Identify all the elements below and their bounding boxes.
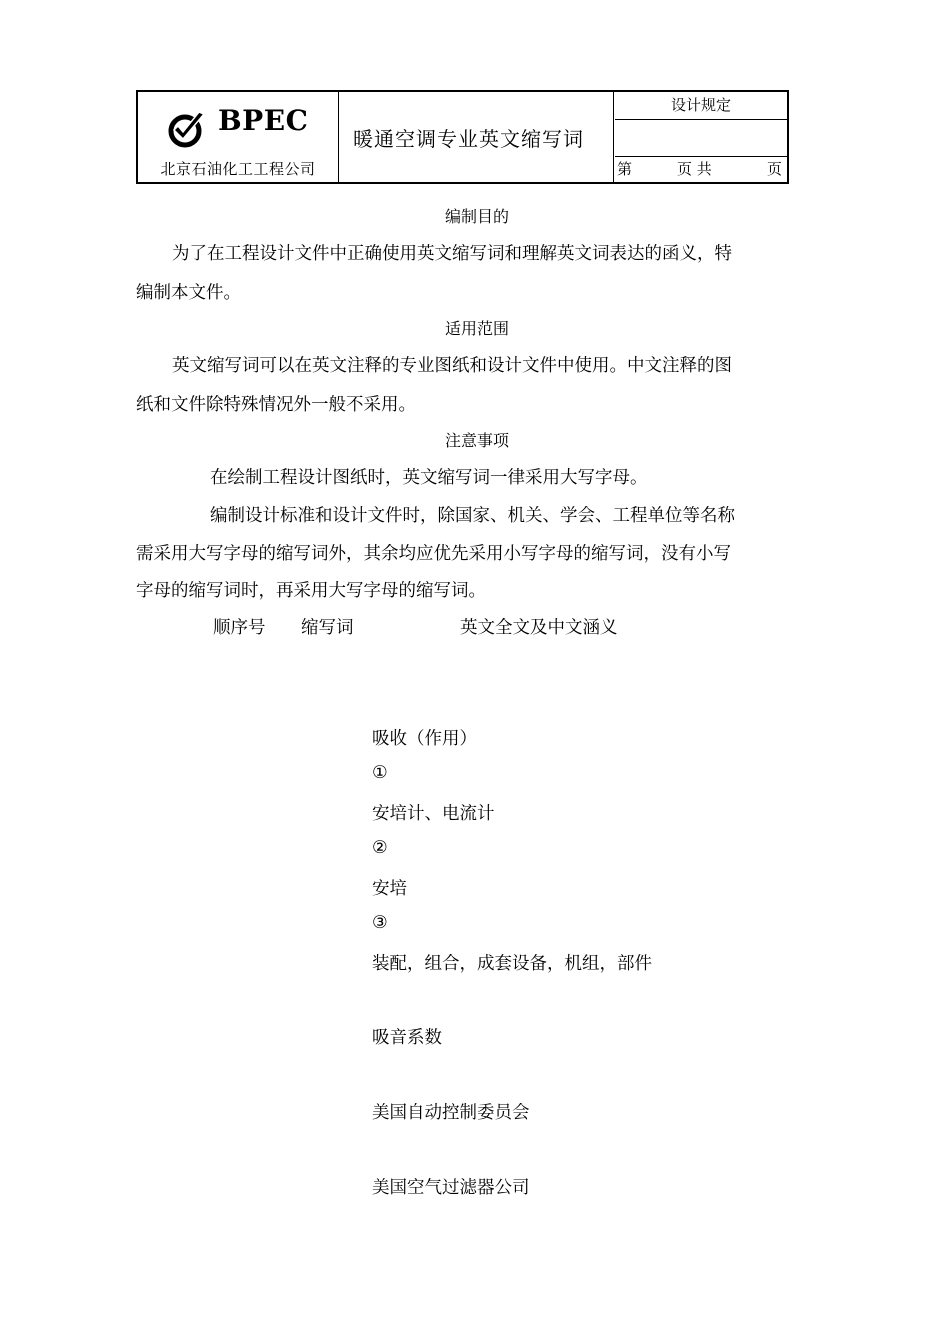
purpose-text-line1: 为了在工程设计文件中正确使用英文缩写词和理解英文词表达的函义，特	[172, 244, 732, 264]
page-info	[615, 157, 787, 182]
document-title: 暖通空调专业英文缩写词	[338, 92, 614, 182]
entry-marker: ②	[372, 838, 388, 858]
page-label-prefix: 第	[617, 160, 633, 178]
entry-text: 吸收（作用）	[372, 729, 477, 749]
doc-number-cell	[615, 120, 787, 157]
document-header	[136, 90, 789, 184]
doc-info-cell	[615, 92, 787, 182]
scope-text-line2: 纸和文件除特殊情况外一般不采用。	[136, 395, 416, 415]
page-label-middle: 页 共	[677, 160, 712, 178]
notes-text-line4: 字母的缩写词时，再采用大写字母的缩写词。	[136, 581, 486, 601]
doc-type: 设计规定	[615, 92, 787, 120]
logo-cell	[138, 92, 339, 182]
entry-marker: ③	[372, 913, 388, 933]
notes-text-line1: 在绘制工程设计图纸时，英文缩写词一律采用大写字母。	[210, 468, 648, 488]
notes-text-line3: 需采用大写字母的缩写词外，其余均应优先采用小写字母的缩写词，没有小写	[136, 544, 731, 564]
column-meaning-header: 英文全文及中文涵义	[460, 618, 618, 638]
company-name: 北京石油化工工程公司	[160, 160, 316, 178]
entry-text: 装配，组合，成套设备，机组，部件	[372, 954, 652, 974]
scope-heading: 适用范围	[444, 319, 509, 338]
column-abbr-header: 缩写词	[301, 618, 354, 638]
column-seq-header: 顺序号	[213, 618, 266, 638]
entry-marker: ①	[372, 763, 388, 783]
logo-text: BPEC	[218, 104, 309, 137]
entry-text: 安培计、电流计	[372, 804, 495, 824]
scope-text-line1: 英文缩写词可以在英文注释的专业图纸和设计文件中使用。中文注释的图	[172, 356, 732, 376]
purpose-text-line2: 编制本文件。	[136, 283, 241, 303]
entry-text: 美国自动控制委员会	[372, 1103, 530, 1123]
bpec-logo-icon	[166, 108, 208, 150]
entry-text: 吸音系数	[372, 1028, 442, 1048]
notes-text-line2: 编制设计标准和设计文件时，除国家、机关、学会、工程单位等名称	[210, 506, 735, 526]
purpose-heading: 编制目的	[444, 207, 509, 226]
notes-heading: 注意事项	[444, 431, 509, 450]
page-label-suffix: 页	[767, 160, 783, 178]
entry-text: 美国空气过滤器公司	[372, 1178, 530, 1198]
entry-text: 安培	[372, 879, 407, 899]
